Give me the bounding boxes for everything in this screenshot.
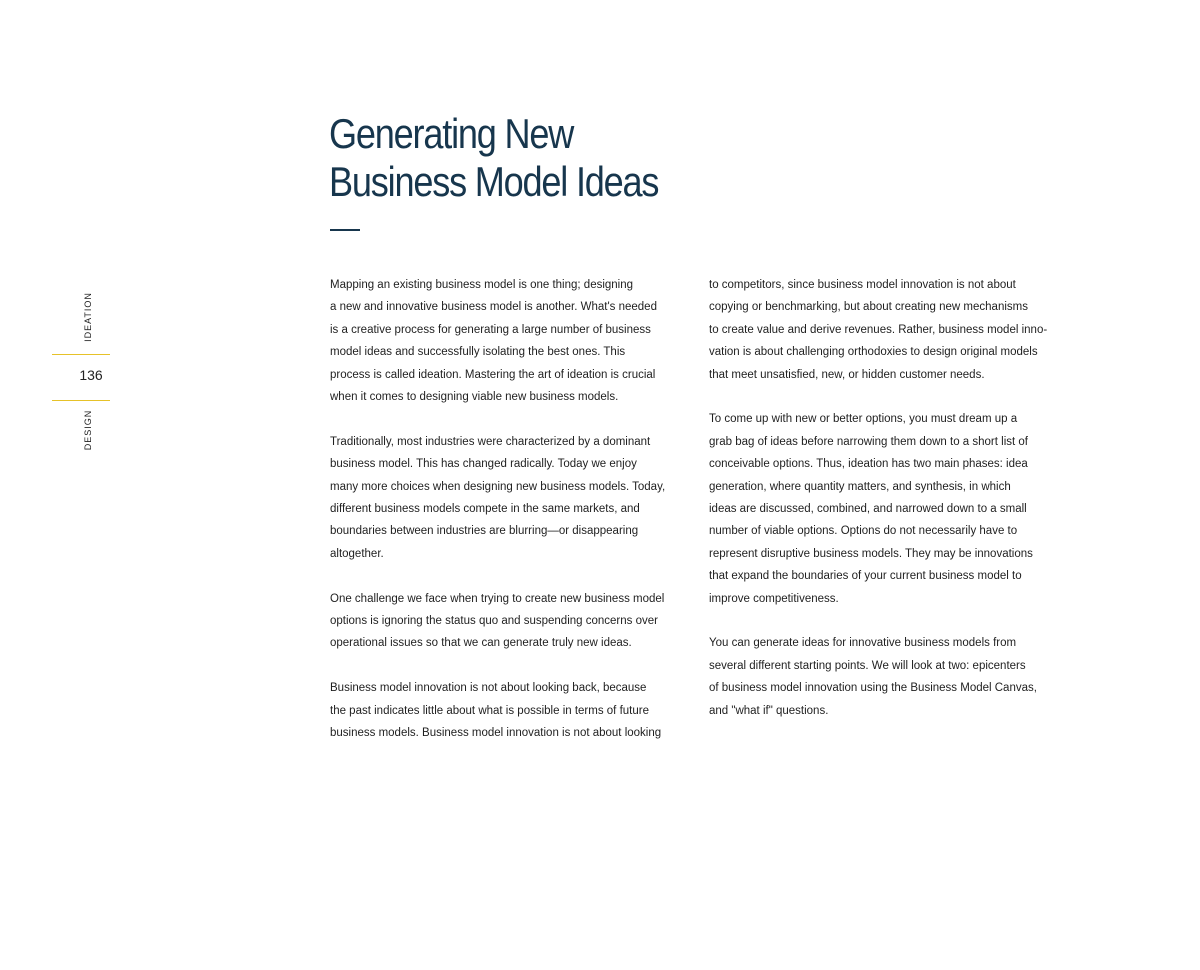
side-divider-top	[52, 354, 110, 355]
body-paragraph: Traditionally, most industries were characterized by a dominant business model. This has changed radically. Today we enjoy many more choices when designing new business models. Today, different business models compete in the same markets, and boundaries between industries are blurring—or disappearing altogether.	[330, 435, 666, 560]
side-divider-bottom	[52, 400, 110, 401]
body-paragraph: One challenge we face when trying to create new business model options is ignoring the status quo and suspending concerns over operational issues so that we can generate truly new ideas.	[330, 592, 665, 650]
page-number: 136	[79, 367, 103, 383]
body-paragraph: You can generate ideas for innovative business models from several different starting points. We will look at two: epicenters of business model innovation using the Business Model Canvas, and "what if" questions.	[709, 637, 1037, 717]
page-title	[329, 110, 658, 206]
body-paragraph: Mapping an existing business model is one thing; designing a new and innovative business model is another. What's needed is a creative process for generating a large number of business model ideas and successfully isolating the best ones. This process is called ideation. Mastering the art of ideation is crucial when it comes to designing viable new business models.	[330, 279, 657, 404]
body-column-left	[330, 274, 690, 767]
body-paragraph: Business model innovation is not about looking back, because the past indicates little about what is possible in terms of future business models. Business model innovation is not about looking	[330, 682, 662, 740]
side-tab-design: DESIGN	[83, 409, 93, 451]
body-paragraph: to competitors, since business model innovation is not about copying or benchmarking, but about creating new mechanisms to create value and derive revenues. Rather, business model inno- vation is about challenging orthodoxies to design original models that meet unsatisfied, new, or hidden customer needs.	[709, 279, 1048, 381]
page-title-line-1: Generating New	[329, 110, 574, 157]
body-column-right	[709, 274, 1069, 744]
title-divider	[330, 229, 360, 231]
body-paragraph: To come up with new or better options, you must dream up a grab bag of ideas before narrowing them down to a short list of conceivable options. Thus, ideation has two main phases: idea generation, where quantity matters, and synthesis, in which ideas are discussed, combined, and narrowed down to a small number of viable options. Options do not necessarily have to represent disruptive business models. They may be innovations that expand the boundaries of your current business model to improve competitiveness.	[709, 413, 1033, 605]
side-tab-ideation: IDEATION	[83, 292, 93, 342]
page-title-line-2: Business Model Ideas	[329, 158, 659, 205]
